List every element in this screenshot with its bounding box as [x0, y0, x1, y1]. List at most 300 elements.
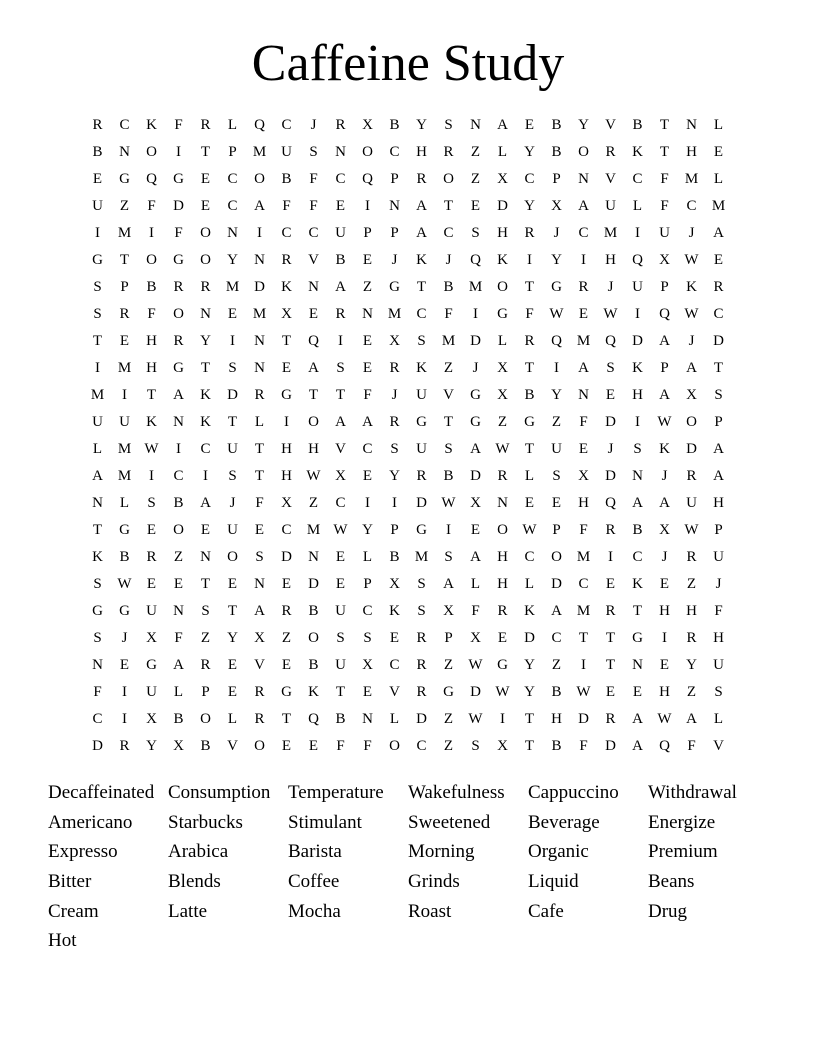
grid-cell: L — [713, 171, 724, 187]
grid-cell: N — [335, 144, 346, 160]
grid-cell: P — [390, 171, 399, 187]
grid-cell: E — [173, 576, 184, 592]
grid-cell: W — [306, 468, 321, 484]
grid-cell: I — [662, 630, 667, 646]
grid-cell: C — [578, 576, 589, 592]
grid-row — [84, 517, 732, 544]
grid-cell: T — [254, 468, 265, 484]
grid-cell: I — [446, 522, 451, 538]
grid-cell: N — [92, 495, 103, 511]
grid-cell: T — [713, 360, 724, 376]
grid-cell: I — [473, 306, 478, 322]
grid-cell: I — [392, 495, 397, 511]
grid-cell: J — [607, 441, 614, 457]
grid-cell: B — [173, 495, 184, 511]
grid-cell: J — [553, 225, 560, 241]
grid-cell: Z — [443, 738, 454, 754]
grid-cell: A — [659, 495, 670, 511]
grid-cell: Q — [659, 306, 670, 322]
grid-cell: X — [551, 198, 562, 214]
grid-cell: T — [524, 441, 535, 457]
grid-cell: O — [200, 252, 211, 268]
grid-cell: E — [470, 522, 481, 538]
grid-cell: N — [92, 657, 103, 673]
grid-cell: E — [227, 657, 238, 673]
grid-cell: L — [713, 117, 724, 133]
grid-cell: W — [684, 306, 699, 322]
grid-cell: A — [470, 549, 481, 565]
grid-cell: W — [117, 576, 132, 592]
grid-cell: C — [173, 468, 184, 484]
grid-cell: O — [389, 738, 400, 754]
grid-cell: K — [632, 144, 643, 160]
grid-cell: N — [227, 225, 238, 241]
grid-cell: I — [95, 225, 100, 241]
grid-cell: B — [389, 549, 400, 565]
grid-cell: J — [661, 468, 668, 484]
grid-cell: D — [173, 198, 184, 214]
word-list-item: Roast — [408, 900, 452, 922]
word-list-item: Decaffeinated — [48, 782, 155, 803]
grid-cell: M — [576, 333, 591, 349]
grid-cell: Q — [146, 171, 157, 187]
grid-cell: N — [173, 414, 184, 430]
grid-cell: Y — [146, 738, 157, 754]
grid-cell: U — [146, 603, 157, 619]
grid-cell: G — [443, 684, 454, 700]
grid-cell: S — [228, 468, 237, 484]
word-list-item: Mocha — [288, 900, 341, 922]
grid-cell: I — [500, 711, 505, 727]
grid-cell: R — [416, 171, 427, 187]
grid-cell: Z — [200, 630, 211, 646]
grid-cell: E — [119, 657, 130, 673]
word-list-item: Coffee — [288, 871, 340, 893]
grid-cell: B — [119, 549, 130, 565]
grid-cell: Y — [578, 117, 589, 133]
grid-cell: S — [714, 684, 723, 700]
grid-cell: E — [605, 576, 616, 592]
grid-cell: T — [632, 603, 643, 619]
grid-cell: J — [310, 117, 317, 133]
grid-cell: J — [607, 279, 614, 295]
word-list-item: Arabica — [168, 841, 229, 863]
grid-cell: Z — [281, 630, 292, 646]
grid-cell: X — [470, 630, 481, 646]
grid-cell: E — [200, 198, 211, 214]
grid-cell: T — [92, 333, 103, 349]
grid-cell: T — [578, 630, 589, 646]
grid-cell: L — [227, 711, 238, 727]
grid-cell: D — [551, 576, 562, 592]
grid-cell: R — [173, 333, 184, 349]
grid-cell: J — [445, 252, 452, 268]
grid-cell: O — [146, 252, 157, 268]
grid-cell: X — [497, 738, 508, 754]
grid-cell: U — [713, 549, 724, 565]
grid-cell: K — [416, 360, 427, 376]
grid-cell: G — [281, 387, 292, 403]
grid-cell: P — [552, 522, 561, 538]
grid-cell: J — [472, 360, 479, 376]
grid-cell: E — [227, 306, 238, 322]
grid-cell: V — [443, 387, 454, 403]
grid-row — [84, 652, 732, 679]
grid-row — [84, 328, 732, 355]
grid-cell: E — [362, 360, 373, 376]
grid-cell: I — [122, 387, 127, 403]
grid-cell: S — [471, 225, 480, 241]
grid-cell: K — [416, 252, 427, 268]
grid-cell: J — [688, 333, 695, 349]
grid-cell: C — [416, 738, 427, 754]
grid-cell: F — [525, 306, 534, 322]
grid-cell: X — [362, 117, 373, 133]
word-list-item: Premium — [648, 841, 718, 863]
grid-cell: C — [632, 549, 643, 565]
grid-cell: X — [470, 495, 481, 511]
grid-cell: O — [227, 549, 238, 565]
grid-cell: E — [659, 657, 670, 673]
grid-cell: F — [579, 414, 588, 430]
grid-cell: A — [416, 198, 427, 214]
grid-cell: F — [714, 603, 723, 619]
grid-cell: P — [444, 630, 453, 646]
grid-cell: Z — [470, 171, 481, 187]
grid-cell: J — [229, 495, 236, 511]
word-list-item: Hot — [48, 930, 77, 952]
word-list-item: Temperature — [288, 782, 384, 803]
grid-cell: R — [686, 630, 697, 646]
grid-cell: I — [149, 468, 154, 484]
grid-cell: A — [713, 225, 724, 241]
grid-cell: R — [281, 603, 292, 619]
grid-cell: E — [497, 630, 508, 646]
grid-row — [84, 301, 732, 328]
grid-cell: R — [497, 603, 508, 619]
grid-cell: B — [551, 117, 562, 133]
grid-cell: R — [524, 225, 535, 241]
grid-cell: S — [417, 603, 426, 619]
grid-cell: V — [605, 171, 616, 187]
grid-cell: T — [227, 414, 238, 430]
grid-cell: V — [389, 684, 400, 700]
grid-cell: R — [686, 549, 697, 565]
grid-cell: O — [200, 225, 211, 241]
grid-cell: T — [443, 198, 454, 214]
grid-cell: R — [200, 117, 211, 133]
grid-cell: P — [201, 684, 210, 700]
grid-cell: T — [524, 360, 535, 376]
grid-cell: G — [119, 171, 130, 187]
grid-cell: I — [635, 306, 640, 322]
grid-cell: N — [308, 549, 319, 565]
grid-cell: U — [146, 684, 157, 700]
grid-cell: D — [605, 738, 616, 754]
grid-cell: F — [147, 306, 156, 322]
grid-cell: D — [308, 576, 319, 592]
grid-cell: F — [471, 603, 480, 619]
grid-cell: P — [660, 360, 669, 376]
grid-cell: C — [281, 225, 292, 241]
grid-cell: K — [632, 360, 643, 376]
grid-cell: E — [362, 684, 373, 700]
grid-cell: S — [552, 468, 561, 484]
grid-cell: I — [365, 198, 370, 214]
grid-cell: I — [284, 414, 289, 430]
grid-cell: S — [93, 630, 102, 646]
grid-cell: V — [308, 252, 319, 268]
grid-cell: Z — [443, 711, 454, 727]
grid-cell: P — [660, 279, 669, 295]
grid-cell: L — [470, 576, 481, 592]
word-list-item: Bitter — [48, 871, 92, 893]
grid-cell: E — [308, 738, 319, 754]
grid-cell: D — [470, 333, 481, 349]
grid-cell: U — [227, 441, 238, 457]
grid-cell: D — [605, 414, 616, 430]
grid-cell: M — [117, 441, 132, 457]
grid-row — [84, 247, 732, 274]
grid-cell: A — [632, 738, 643, 754]
grid-cell: U — [416, 387, 427, 403]
grid-cell: L — [497, 333, 508, 349]
grid-cell: B — [335, 252, 346, 268]
grid-cell: S — [444, 441, 453, 457]
grid-cell: A — [551, 603, 562, 619]
grid-cell: R — [578, 279, 589, 295]
grid-cell: O — [200, 711, 211, 727]
grid-cell: Q — [659, 738, 670, 754]
grid-cell: E — [119, 333, 130, 349]
grid-cell: S — [417, 576, 426, 592]
grid-cell: G — [119, 522, 130, 538]
word-list-item: Morning — [408, 841, 475, 863]
grid-cell: A — [578, 360, 589, 376]
grid-cell: H — [146, 333, 157, 349]
grid-cell: F — [147, 198, 156, 214]
grid-cell: A — [443, 576, 454, 592]
grid-cell: K — [200, 387, 211, 403]
grid-cell: G — [173, 252, 184, 268]
grid-cell: S — [336, 630, 345, 646]
grid-cell: S — [633, 441, 642, 457]
grid-cell: R — [389, 360, 400, 376]
grid-cell: Q — [605, 495, 616, 511]
grid-cell: X — [497, 171, 508, 187]
grid-cell: F — [282, 198, 291, 214]
grid-cell: Z — [362, 279, 373, 295]
grid-row — [84, 679, 732, 706]
grid-cell: J — [121, 630, 128, 646]
grid-cell: H — [146, 360, 157, 376]
grid-cell: Q — [632, 252, 643, 268]
grid-cell: L — [119, 495, 130, 511]
grid-cell: S — [201, 603, 210, 619]
grid-cell: X — [362, 657, 373, 673]
word-list-item: Liquid — [528, 871, 579, 893]
grid-cell: M — [117, 360, 132, 376]
grid-cell: E — [281, 360, 292, 376]
grid-cell: Y — [686, 657, 697, 673]
grid-cell: C — [281, 522, 292, 538]
grid-cell: S — [444, 549, 453, 565]
grid-row — [84, 436, 732, 463]
grid-cell: R — [200, 657, 211, 673]
grid-cell: F — [660, 198, 669, 214]
grid-cell: C — [524, 549, 535, 565]
grid-cell: N — [362, 306, 373, 322]
grid-cell: X — [146, 630, 157, 646]
grid-cell: T — [524, 279, 535, 295]
grid-cell: W — [441, 495, 456, 511]
grid-cell: K — [146, 414, 157, 430]
grid-cell: R — [173, 279, 184, 295]
grid-cell: U — [551, 441, 562, 457]
grid-cell: P — [363, 225, 372, 241]
grid-cell: X — [389, 333, 400, 349]
grid-cell: X — [281, 306, 292, 322]
grid-cell: N — [254, 576, 265, 592]
grid-cell: A — [335, 279, 346, 295]
grid-cell: R — [200, 279, 211, 295]
word-list-item: Consumption — [168, 782, 271, 803]
grid-cell: N — [200, 306, 211, 322]
grid-cell: X — [659, 252, 670, 268]
grid-cell: D — [254, 279, 265, 295]
grid-cell: R — [254, 684, 265, 700]
grid-cell: N — [308, 279, 319, 295]
grid-cell: P — [363, 576, 372, 592]
grid-cell: X — [443, 603, 454, 619]
grid-cell: S — [93, 306, 102, 322]
grid-cell: U — [335, 657, 346, 673]
grid-cell: K — [497, 252, 508, 268]
grid-cell: J — [688, 225, 695, 241]
grid-cell: A — [173, 657, 184, 673]
grid-cell: R — [281, 252, 292, 268]
grid-cell: T — [659, 117, 670, 133]
grid-cell: R — [92, 117, 103, 133]
grid-cell: C — [443, 225, 454, 241]
word-list-item: Expresso — [48, 841, 118, 863]
grid-cell: T — [524, 738, 535, 754]
grid-cell: H — [497, 576, 508, 592]
grid-cell: Z — [497, 414, 508, 430]
grid-cell: D — [281, 549, 292, 565]
grid-row — [84, 382, 732, 409]
grid-cell: C — [227, 198, 238, 214]
grid-cell: X — [659, 522, 670, 538]
grid-cell: D — [227, 387, 238, 403]
grid-cell: U — [335, 225, 346, 241]
grid-cell: A — [254, 603, 265, 619]
grid-cell: N — [632, 468, 643, 484]
grid-cell: T — [335, 387, 346, 403]
grid-cell: K — [659, 441, 670, 457]
grid-row — [84, 571, 732, 598]
grid-cell: D — [470, 684, 481, 700]
grid-cell: U — [605, 198, 616, 214]
grid-cell: C — [227, 171, 238, 187]
grid-cell: N — [686, 117, 697, 133]
grid-cell: G — [470, 414, 481, 430]
grid-cell: M — [387, 306, 402, 322]
grid-cell: T — [335, 684, 346, 700]
grid-cell: C — [578, 225, 589, 241]
grid-cell: R — [605, 603, 616, 619]
grid-cell: I — [122, 684, 127, 700]
grid-cell: B — [524, 387, 535, 403]
grid-cell: A — [497, 117, 508, 133]
grid-cell: Z — [443, 360, 454, 376]
grid-row — [84, 112, 732, 139]
grid-cell: F — [579, 738, 588, 754]
grid-row — [84, 544, 732, 571]
grid-cell: I — [176, 441, 181, 457]
grid-cell: D — [416, 495, 427, 511]
grid-cell: G — [92, 252, 103, 268]
grid-cell: C — [200, 441, 211, 457]
grid-cell: R — [686, 468, 697, 484]
grid-cell: B — [632, 522, 643, 538]
grid-cell: H — [632, 387, 643, 403]
grid-cell: X — [578, 468, 589, 484]
grid-cell: E — [146, 576, 157, 592]
grid-cell: A — [713, 441, 724, 457]
grid-cell: R — [335, 117, 346, 133]
grid-cell: L — [524, 468, 535, 484]
grid-cell: N — [254, 252, 265, 268]
grid-cell: Q — [308, 333, 319, 349]
grid-cell: B — [443, 468, 454, 484]
grid-cell: S — [606, 360, 615, 376]
grid-cell: C — [335, 171, 346, 187]
grid-cell: H — [281, 441, 292, 457]
grid-cell: B — [335, 711, 346, 727]
grid-cell: Y — [200, 333, 211, 349]
grid-row — [84, 409, 732, 436]
grid-cell: B — [551, 684, 562, 700]
grid-cell: Z — [470, 144, 481, 160]
grid-cell: Y — [362, 522, 373, 538]
grid-cell: G — [524, 414, 535, 430]
grid-row — [84, 193, 732, 220]
grid-cell: H — [551, 711, 562, 727]
grid-cell: O — [578, 144, 589, 160]
grid-cell: O — [443, 171, 454, 187]
word-list-item: Drug — [648, 900, 688, 922]
grid-cell: K — [92, 549, 103, 565]
grid-cell: E — [362, 468, 373, 484]
grid-cell: Q — [308, 711, 319, 727]
grid-row — [84, 463, 732, 490]
grid-cell: D — [416, 711, 427, 727]
grid-cell: Y — [524, 684, 535, 700]
grid-cell: M — [117, 468, 132, 484]
grid-cell: F — [660, 171, 669, 187]
grid-cell: O — [308, 630, 319, 646]
grid-cell: M — [252, 306, 267, 322]
grid-cell: O — [686, 414, 697, 430]
grid-cell: M — [225, 279, 240, 295]
grid-cell: T — [281, 333, 292, 349]
grid-cell: R — [416, 468, 427, 484]
grid-cell: Z — [308, 495, 319, 511]
grid-cell: E — [281, 738, 292, 754]
grid-cell: A — [200, 495, 211, 511]
grid-cell: K — [632, 576, 643, 592]
